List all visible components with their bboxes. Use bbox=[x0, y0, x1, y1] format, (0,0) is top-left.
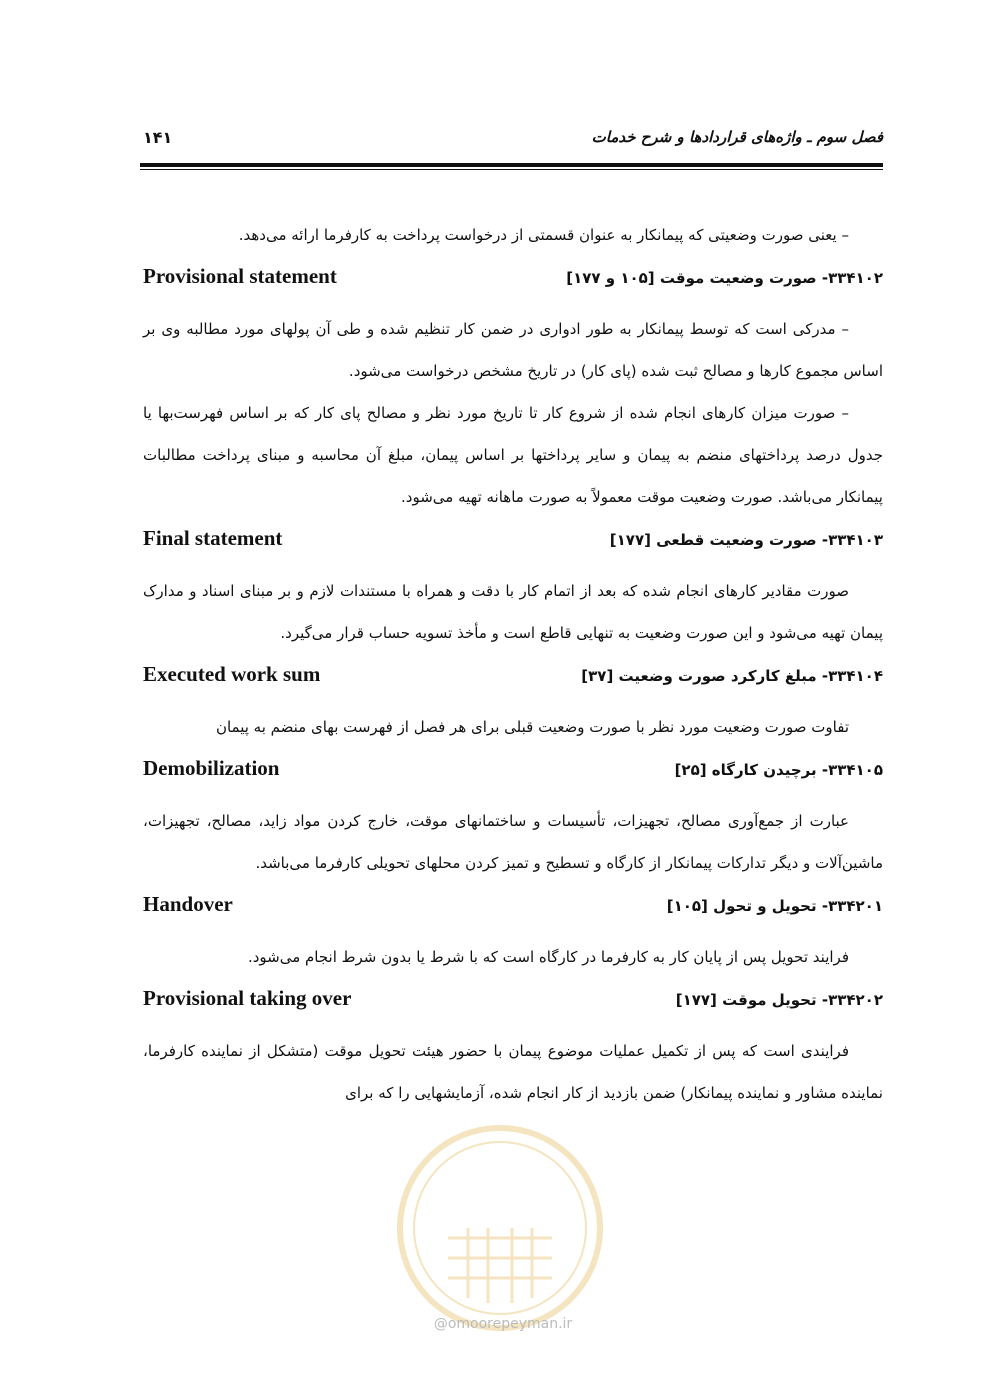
entry-english-term: Demobilization bbox=[143, 756, 280, 780]
entry-paragraph: تفاوت صورت وضعیت مورد نظر با صورت وضعیت قبلی برای هر فصل از فهرست بهای منضم به پیمان bbox=[215, 718, 849, 736]
entry-paragraph: فرایندی است که پس از تکمیل عملیات موضوع پیمان با حضور هیئت تحویل موقت (متشکل از نماینده کارفرما، نماینده مشاور و نماینده پیمانکار) ضمن بازدید از کار انجام شده، آزمایشهایی را که برای bbox=[143, 1042, 883, 1102]
entry-english-term: Provisional taking over bbox=[143, 986, 352, 1010]
entry-paragraph: – صورت میزان کارهای انجام شده از شروع کار تا تاریخ مورد نظر و مصالح پای کار که بر اساس فهرست‌بها یا جدول درصد پرداختهای منضم به پیمان و سایر پرداختها بر اساس پیمان، مبلغ آن محاسبه و مبنای پرداخت مطالبات پیمانکار می‌باشد. صورت وضعیت موقت معمولاً به صورت ماهانه تهیه می‌شود. bbox=[143, 404, 883, 506]
entry bbox=[143, 756, 883, 884]
entry-heading bbox=[143, 526, 883, 570]
page-body bbox=[143, 214, 883, 1114]
entry bbox=[143, 526, 883, 654]
entry-persian-term: ۳۳۴۱۰۲- صورت وضعیت موقت [۱۰۵ و ۱۷۷] bbox=[566, 269, 883, 287]
entry-persian-term: ۳۳۴۱۰۳- صورت وضعیت قطعی [۱۷۷] bbox=[609, 531, 883, 549]
header-rule-thin bbox=[140, 169, 883, 170]
watermark-site: @omoorepeyman.ir bbox=[433, 1316, 573, 1332]
entry-paragraph: عبارت از جمع‌آوری مصالح، تجهیزات، تأسیسات و ساختمانهای موقت، خارج کردن مواد زاید، مصالح، تجهیزات، ماشین‌آلات و دیگر تدارکات پیمانکار از کارگاه و تسطیح و تمیز کردن محلهای تحویلی کارفرما می‌باشد. bbox=[143, 812, 883, 872]
page-header bbox=[143, 128, 883, 158]
chapter-title: فصل سوم ـ واژه‌های قراردادها و شرح خدمات bbox=[591, 128, 883, 146]
page-number: ۱۴۱ bbox=[143, 128, 173, 147]
entry-paragraph: فرایند تحویل پس از پایان کار به کارفرما در کارگاه است که با شرط یا بدون شرط انجام می‌شود. bbox=[247, 948, 849, 966]
entry-heading bbox=[143, 756, 883, 800]
entry-english-term: Final statement bbox=[143, 526, 283, 550]
entry-persian-term: ۳۳۴۲۰۱- تحویل و تحول [۱۰۵] bbox=[666, 897, 883, 915]
entry-english-term: Provisional statement bbox=[143, 264, 337, 288]
entry-english-term: Executed work sum bbox=[143, 662, 321, 686]
entry-paragraph: صورت مقادیر کارهای انجام شده که بعد از اتمام کار با دقت و همراه با مستندات لازم و بر مبنای اسناد و مدارک پیمان تهیه می‌شود و این صورت وضعیت به تنهایی قاطع است و مأخذ تسویه حساب قرار می‌گیرد. bbox=[143, 582, 883, 642]
entry bbox=[143, 986, 883, 1114]
entry-heading bbox=[143, 892, 883, 936]
entry-english-term: Handover bbox=[143, 892, 233, 916]
entry bbox=[143, 662, 883, 748]
watermark-logo-icon bbox=[388, 1118, 612, 1338]
entry bbox=[143, 892, 883, 978]
header-rule-thick bbox=[140, 163, 883, 167]
entry-paragraph: – مدرکی است که توسط پیمانکار به طور ادواری در ضمن کار تنظیم شده و طی آن پولهای مورد مطالبه وی بر اساس مجموع کارها و مصالح ثبت شده (پای کار) در تاریخ مشخص درخواست می‌شود. bbox=[143, 320, 883, 380]
entry bbox=[143, 264, 883, 518]
intro-paragraph: – یعنی صورت وضعیتی که پیمانکار به عنوان قسمتی از درخواست پرداخت به کارفرما ارائه می‌دهد. bbox=[238, 226, 849, 244]
entry-heading bbox=[143, 264, 883, 308]
entry-persian-term: ۳۳۴۱۰۵- برچیدن کارگاه [۲۵] bbox=[674, 761, 883, 779]
entry-persian-term: ۳۳۴۲۰۲- تحویل موقت [۱۷۷] bbox=[675, 991, 883, 1009]
entry-persian-term: ۳۳۴۱۰۴- مبلغ کارکرد صورت وضعیت [۳۷] bbox=[581, 667, 883, 685]
entry-heading bbox=[143, 986, 883, 1030]
entry-heading bbox=[143, 662, 883, 706]
